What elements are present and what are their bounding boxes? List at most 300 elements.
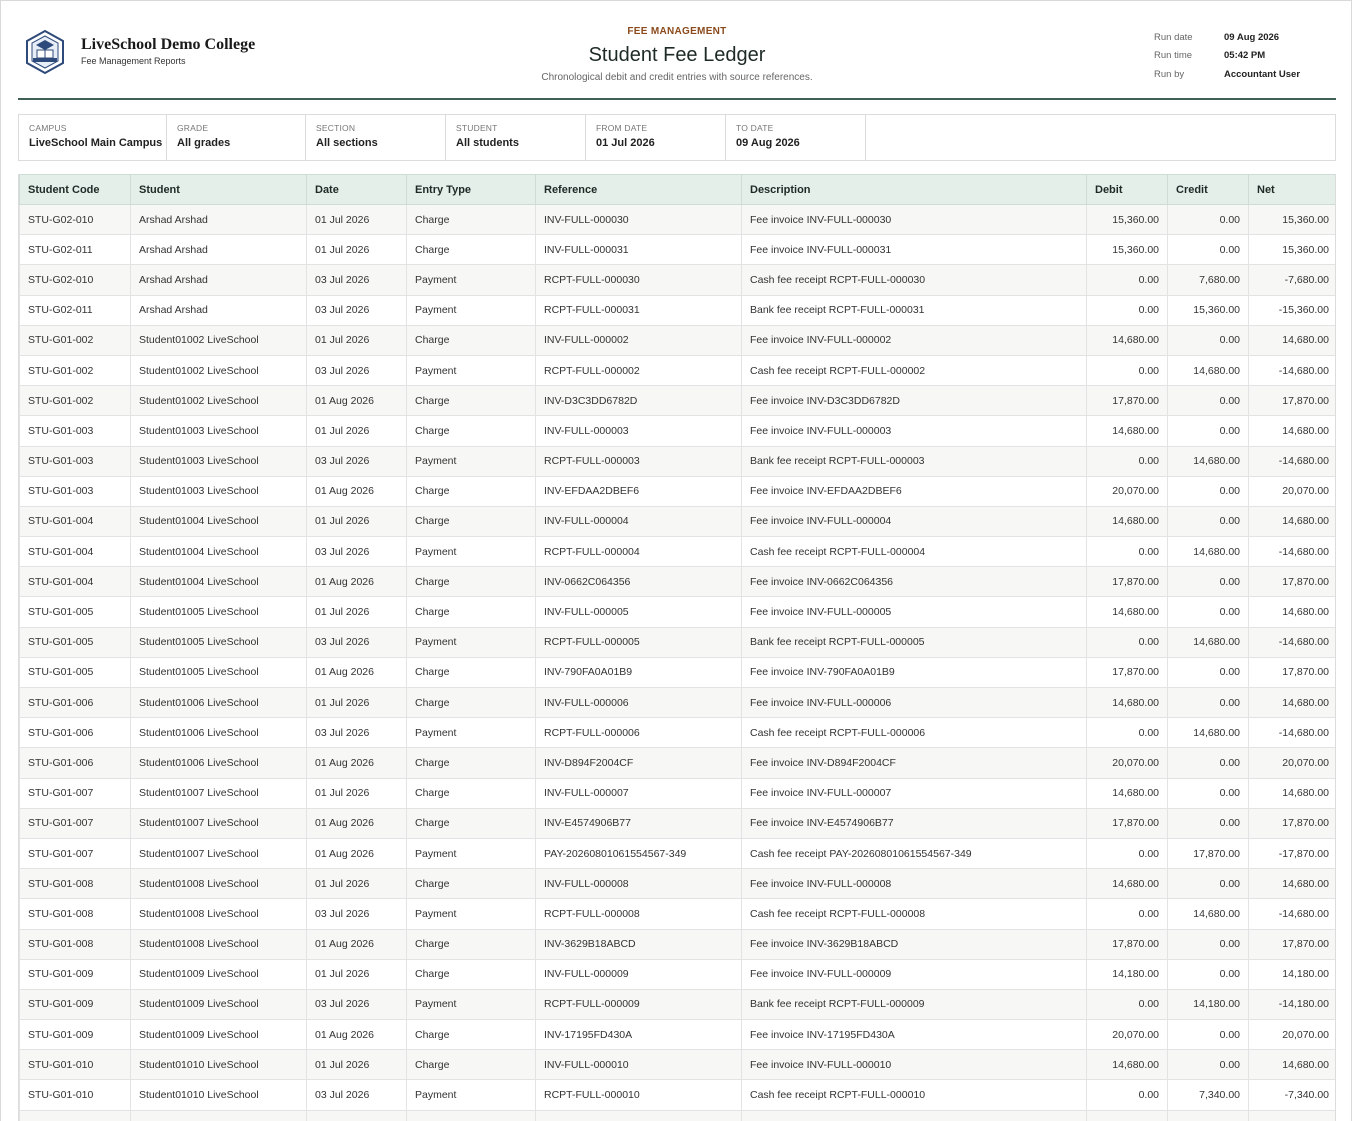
debit-cell: 0.00 [1087, 355, 1168, 385]
net-cell: -14,680.00 [1249, 627, 1337, 657]
debit-cell: 17,870.00 [1087, 567, 1168, 597]
entry-type-cell: Charge [407, 748, 536, 778]
student-name-cell: Student01008 LiveSchool [131, 899, 307, 929]
student-code-cell: STU-G01-003 [20, 446, 131, 476]
student-name-cell: Arshad Arshad [131, 205, 307, 235]
reference-cell: INV-790FA0A01B9 [536, 657, 742, 687]
debit-cell: 14,680.00 [1087, 325, 1168, 355]
student-code-cell: STU-G02-011 [20, 235, 131, 265]
date-cell: 03 Jul 2026 [307, 718, 407, 748]
filter-label: SECTION [316, 123, 356, 133]
date-cell: 01 Aug 2026 [307, 386, 407, 416]
column-header-credit: Credit [1168, 175, 1249, 205]
debit-cell: 14,680.00 [1087, 506, 1168, 536]
description-cell: Fee invoice INV-D3C3DD6782D [742, 386, 1087, 416]
reference-cell: INV-FULL-000003 [536, 416, 742, 446]
entry-type-cell: Charge [407, 657, 536, 687]
net-cell: 15,360.00 [1249, 205, 1337, 235]
column-header-date: Date [307, 175, 407, 205]
table-row [20, 325, 1337, 355]
debit-cell: 0.00 [1087, 989, 1168, 1019]
table-row [20, 295, 1337, 325]
description-cell: Fee invoice INV-17195FD430A [742, 1020, 1087, 1050]
debit-cell: 15,360.00 [1087, 205, 1168, 235]
debit-cell: 20,070.00 [1087, 476, 1168, 506]
net-cell: 14,680.00 [1249, 416, 1337, 446]
entry-type-cell: Charge [407, 929, 536, 959]
date-cell: 01 Aug 2026 [307, 838, 407, 868]
table-row [20, 1050, 1337, 1080]
credit-cell: 0.00 [1168, 688, 1249, 718]
credit-cell: 0.00 [1168, 657, 1249, 687]
table-row [20, 355, 1337, 385]
date-cell: 01 Aug 2026 [307, 808, 407, 838]
net-cell: -14,680.00 [1249, 718, 1337, 748]
student-code-cell: STU-G01-010 [20, 1080, 131, 1110]
debit-cell: 0.00 [1087, 537, 1168, 567]
table-row [20, 205, 1337, 235]
table-row [20, 929, 1337, 959]
description-cell: Fee invoice INV-EFDAA2DBEF6 [742, 476, 1087, 506]
table-row [20, 869, 1337, 899]
student-code-cell: STU-G01-007 [20, 808, 131, 838]
meta-value: 09 Aug 2026 [1224, 31, 1280, 43]
net-cell: 15,360.00 [1249, 235, 1337, 265]
student-code-cell [20, 1110, 131, 1121]
filter-label: CAMPUS [29, 123, 67, 133]
description-cell: Fee invoice INV-FULL-000004 [742, 506, 1087, 536]
student-code-cell: STU-G01-003 [20, 476, 131, 506]
student-code-cell: STU-G01-006 [20, 748, 131, 778]
ledger-table [19, 174, 1336, 1121]
table-row [20, 446, 1337, 476]
student-name-cell: Arshad Arshad [131, 235, 307, 265]
description-cell: Cash fee receipt RCPT-FULL-000004 [742, 537, 1087, 567]
entry-type-cell: Charge [407, 205, 536, 235]
reference-cell: INV-D3C3DD6782D [536, 386, 742, 416]
student-code-cell: STU-G01-005 [20, 597, 131, 627]
net-cell [1249, 1110, 1337, 1121]
debit-cell: 0.00 [1087, 627, 1168, 657]
credit-cell: 0.00 [1168, 416, 1249, 446]
run-time-row [1154, 47, 1300, 66]
date-cell: 03 Jul 2026 [307, 899, 407, 929]
entry-type-cell: Payment [407, 537, 536, 567]
entry-type-cell: Payment [407, 627, 536, 657]
debit-cell: 14,180.00 [1087, 959, 1168, 989]
student-name-cell: Student01003 LiveSchool [131, 416, 307, 446]
student-name-cell: Student01004 LiveSchool [131, 506, 307, 536]
student-name-cell: Student01008 LiveSchool [131, 869, 307, 899]
student-name-cell: Arshad Arshad [131, 265, 307, 295]
description-cell: Fee invoice INV-FULL-000002 [742, 325, 1087, 355]
filter-label: STUDENT [456, 123, 498, 133]
credit-cell: 7,340.00 [1168, 1080, 1249, 1110]
debit-cell: 0.00 [1087, 718, 1168, 748]
debit-cell: 17,870.00 [1087, 386, 1168, 416]
table-row [20, 567, 1337, 597]
date-cell: 03 Jul 2026 [307, 1080, 407, 1110]
filter-student [446, 115, 586, 160]
description-cell: Fee invoice INV-3629B18ABCD [742, 929, 1087, 959]
reference-cell: INV-FULL-000008 [536, 869, 742, 899]
student-code-cell: STU-G01-004 [20, 506, 131, 536]
credit-cell: 0.00 [1168, 597, 1249, 627]
column-header-reference: Reference [536, 175, 742, 205]
date-cell: 03 Jul 2026 [307, 989, 407, 1019]
debit-cell: 0.00 [1087, 899, 1168, 929]
report-subtitle: Chronological debit and credit entries with source references. [541, 72, 813, 83]
table-row [20, 416, 1337, 446]
filter-value: 09 Aug 2026 [736, 137, 800, 149]
student-code-cell: STU-G01-004 [20, 567, 131, 597]
date-cell: 01 Jul 2026 [307, 235, 407, 265]
debit-cell [1087, 1110, 1168, 1121]
student-name-cell: Student01010 LiveSchool [131, 1050, 307, 1080]
student-name-cell: Student01006 LiveSchool [131, 748, 307, 778]
description-cell: Fee invoice INV-790FA0A01B9 [742, 657, 1087, 687]
reference-cell: RCPT-FULL-000005 [536, 627, 742, 657]
student-name-cell: Student01008 LiveSchool [131, 929, 307, 959]
debit-cell: 14,680.00 [1087, 1050, 1168, 1080]
description-cell: Fee invoice INV-FULL-000007 [742, 778, 1087, 808]
student-name-cell: Student01005 LiveSchool [131, 627, 307, 657]
filter-campus [19, 115, 167, 160]
date-cell: 01 Jul 2026 [307, 959, 407, 989]
entry-type-cell: Payment [407, 295, 536, 325]
reference-cell: RCPT-FULL-000009 [536, 989, 742, 1019]
table-row [20, 989, 1337, 1019]
reference-cell: INV-FULL-000007 [536, 778, 742, 808]
date-cell: 01 Jul 2026 [307, 205, 407, 235]
credit-cell: 7,680.00 [1168, 265, 1249, 295]
entry-type-cell: Charge [407, 567, 536, 597]
date-cell: 01 Jul 2026 [307, 1050, 407, 1080]
net-cell: 20,070.00 [1249, 748, 1337, 778]
column-header-student: Student [131, 175, 307, 205]
date-cell: 01 Jul 2026 [307, 506, 407, 536]
filter-label: FROM DATE [596, 123, 648, 133]
reference-cell: RCPT-FULL-000003 [536, 446, 742, 476]
debit-cell: 15,360.00 [1087, 235, 1168, 265]
student-code-cell: STU-G01-006 [20, 718, 131, 748]
date-cell: 01 Jul 2026 [307, 597, 407, 627]
table-row [20, 838, 1337, 868]
table-row [20, 506, 1337, 536]
net-cell: 14,680.00 [1249, 688, 1337, 718]
column-header-debit: Debit [1087, 175, 1168, 205]
debit-cell: 14,680.00 [1087, 597, 1168, 627]
table-row [20, 1080, 1337, 1110]
description-cell: Bank fee receipt RCPT-FULL-000005 [742, 627, 1087, 657]
description-cell: Fee invoice INV-E4574906B77 [742, 808, 1087, 838]
entry-type-cell: Charge [407, 688, 536, 718]
credit-cell: 14,680.00 [1168, 537, 1249, 567]
reference-cell: RCPT-FULL-000010 [536, 1080, 742, 1110]
reference-cell: INV-FULL-000031 [536, 235, 742, 265]
table-row [20, 959, 1337, 989]
credit-cell: 0.00 [1168, 476, 1249, 506]
description-cell: Fee invoice INV-FULL-000003 [742, 416, 1087, 446]
meta-value: 05:42 PM [1224, 50, 1266, 62]
run-date-row [1154, 28, 1300, 47]
student-name-cell: Student01004 LiveSchool [131, 567, 307, 597]
entry-type-cell: Payment [407, 899, 536, 929]
student-code-cell: STU-G02-010 [20, 205, 131, 235]
date-cell: 03 Jul 2026 [307, 265, 407, 295]
student-code-cell: STU-G01-010 [20, 1050, 131, 1080]
reference-cell: INV-FULL-000002 [536, 325, 742, 355]
table-row [20, 657, 1337, 687]
table-row [20, 688, 1337, 718]
credit-cell: 14,680.00 [1168, 899, 1249, 929]
credit-cell: 0.00 [1168, 235, 1249, 265]
entry-type-cell: Charge [407, 235, 536, 265]
debit-cell: 0.00 [1087, 295, 1168, 325]
entry-type-cell: Payment [407, 446, 536, 476]
net-cell: -15,360.00 [1249, 295, 1337, 325]
reference-cell: PAY-20260801061554567-349 [536, 838, 742, 868]
credit-cell: 0.00 [1168, 506, 1249, 536]
student-name-cell: Student01002 LiveSchool [131, 355, 307, 385]
debit-cell: 20,070.00 [1087, 1020, 1168, 1050]
student-code-cell: STU-G01-008 [20, 869, 131, 899]
debit-cell: 14,680.00 [1087, 869, 1168, 899]
student-name-cell: Student01007 LiveSchool [131, 778, 307, 808]
student-name-cell: Arshad Arshad [131, 295, 307, 325]
credit-cell: 0.00 [1168, 808, 1249, 838]
net-cell: 14,180.00 [1249, 959, 1337, 989]
student-name-cell: Student01009 LiveSchool [131, 959, 307, 989]
description-cell: Fee invoice INV-FULL-000009 [742, 959, 1087, 989]
date-cell: 03 Jul 2026 [307, 446, 407, 476]
date-cell: 01 Aug 2026 [307, 1020, 407, 1050]
entry-type-cell: Payment [407, 718, 536, 748]
description-cell: Bank fee receipt RCPT-FULL-000031 [742, 295, 1087, 325]
credit-cell: 14,180.00 [1168, 989, 1249, 1019]
student-code-cell: STU-G01-005 [20, 627, 131, 657]
entry-type-cell: Charge [407, 869, 536, 899]
reference-cell: INV-FULL-000006 [536, 688, 742, 718]
student-name-cell: Student01002 LiveSchool [131, 386, 307, 416]
meta-label: Run time [1154, 50, 1193, 62]
entry-type-cell: Charge [407, 325, 536, 355]
date-cell: 01 Aug 2026 [307, 748, 407, 778]
debit-cell: 0.00 [1087, 265, 1168, 295]
table-row [20, 1110, 1337, 1121]
entry-type-cell [407, 1110, 536, 1121]
filter-label: GRADE [177, 123, 209, 133]
student-code-cell: STU-G01-008 [20, 929, 131, 959]
filter-value: All students [456, 137, 519, 149]
description-cell: Cash fee receipt RCPT-FULL-000008 [742, 899, 1087, 929]
student-name-cell: Student01007 LiveSchool [131, 808, 307, 838]
entry-type-cell: Charge [407, 1020, 536, 1050]
credit-cell: 0.00 [1168, 205, 1249, 235]
column-header-net: Net [1249, 175, 1337, 205]
net-cell: 14,680.00 [1249, 869, 1337, 899]
net-cell: 20,070.00 [1249, 1020, 1337, 1050]
entry-type-cell: Charge [407, 778, 536, 808]
table-row [20, 808, 1337, 838]
student-name-cell: Student01010 LiveSchool [131, 1080, 307, 1110]
date-cell: 01 Jul 2026 [307, 869, 407, 899]
net-cell: -14,180.00 [1249, 989, 1337, 1019]
description-cell: Cash fee receipt RCPT-FULL-000002 [742, 355, 1087, 385]
debit-cell: 0.00 [1087, 838, 1168, 868]
date-cell [307, 1110, 407, 1121]
student-name-cell: Student01009 LiveSchool [131, 989, 307, 1019]
student-name-cell: Student01003 LiveSchool [131, 446, 307, 476]
reference-cell: INV-FULL-000005 [536, 597, 742, 627]
student-code-cell: STU-G01-007 [20, 838, 131, 868]
student-name-cell: Student01004 LiveSchool [131, 537, 307, 567]
debit-cell: 14,680.00 [1087, 688, 1168, 718]
date-cell: 01 Aug 2026 [307, 929, 407, 959]
debit-cell: 14,680.00 [1087, 778, 1168, 808]
description-cell: Fee invoice INV-0662C064356 [742, 567, 1087, 597]
net-cell: 20,070.00 [1249, 476, 1337, 506]
student-name-cell: Student01002 LiveSchool [131, 325, 307, 355]
table-row [20, 265, 1337, 295]
reference-cell: RCPT-FULL-000030 [536, 265, 742, 295]
table-row [20, 718, 1337, 748]
reference-cell: RCPT-FULL-000008 [536, 899, 742, 929]
entry-type-cell: Charge [407, 476, 536, 506]
table-row [20, 235, 1337, 265]
date-cell: 01 Aug 2026 [307, 567, 407, 597]
filter-value: All grades [177, 137, 231, 149]
reference-cell: RCPT-FULL-000031 [536, 295, 742, 325]
description-cell: Cash fee receipt RCPT-FULL-000010 [742, 1080, 1087, 1110]
credit-cell: 14,680.00 [1168, 446, 1249, 476]
table-row [20, 537, 1337, 567]
entry-type-cell: Charge [407, 959, 536, 989]
net-cell: -14,680.00 [1249, 355, 1337, 385]
table-row [20, 476, 1337, 506]
entry-type-cell: Payment [407, 1080, 536, 1110]
run-by-row [1154, 65, 1300, 84]
net-cell: 17,870.00 [1249, 929, 1337, 959]
student-code-cell: STU-G01-005 [20, 657, 131, 687]
run-metadata [1154, 28, 1300, 84]
meta-label: Run by [1154, 68, 1185, 80]
entry-type-cell: Charge [407, 506, 536, 536]
column-header-entry-type: Entry Type [407, 175, 536, 205]
credit-cell: 14,680.00 [1168, 627, 1249, 657]
student-code-cell: STU-G01-002 [20, 386, 131, 416]
description-cell: Fee invoice INV-FULL-000005 [742, 597, 1087, 627]
credit-cell: 0.00 [1168, 959, 1249, 989]
net-cell: -14,680.00 [1249, 446, 1337, 476]
student-code-cell: STU-G02-011 [20, 295, 131, 325]
description-cell: Fee invoice INV-FULL-000010 [742, 1050, 1087, 1080]
student-code-cell: STU-G01-009 [20, 1020, 131, 1050]
student-code-cell: STU-G01-006 [20, 688, 131, 718]
entry-type-cell: Charge [407, 416, 536, 446]
meta-value: Accountant User [1224, 68, 1301, 80]
debit-cell: 17,870.00 [1087, 808, 1168, 838]
filter-value: 01 Jul 2026 [596, 137, 655, 149]
ledger-table-container[interactable] [18, 174, 1336, 1121]
credit-cell: 0.00 [1168, 325, 1249, 355]
credit-cell: 0.00 [1168, 869, 1249, 899]
table-row [20, 778, 1337, 808]
credit-cell: 0.00 [1168, 386, 1249, 416]
entry-type-cell: Charge [407, 386, 536, 416]
entry-type-cell: Payment [407, 355, 536, 385]
entry-type-cell: Payment [407, 989, 536, 1019]
date-cell: 01 Jul 2026 [307, 416, 407, 446]
net-cell: -14,680.00 [1249, 537, 1337, 567]
description-cell: Cash fee receipt RCPT-FULL-000030 [742, 265, 1087, 295]
reference-cell: RCPT-FULL-000004 [536, 537, 742, 567]
description-cell: Fee invoice INV-FULL-000031 [742, 235, 1087, 265]
table-row [20, 748, 1337, 778]
entry-type-cell: Charge [407, 1050, 536, 1080]
student-code-cell: STU-G01-003 [20, 416, 131, 446]
reference-cell: INV-3629B18ABCD [536, 929, 742, 959]
ledger-table-body [20, 205, 1337, 1121]
credit-cell: 14,680.00 [1168, 355, 1249, 385]
description-cell: Fee invoice INV-FULL-000008 [742, 869, 1087, 899]
student-name-cell: Student01007 LiveSchool [131, 838, 307, 868]
entry-type-cell: Charge [407, 808, 536, 838]
debit-cell: 14,680.00 [1087, 416, 1168, 446]
date-cell: 03 Jul 2026 [307, 627, 407, 657]
credit-cell: 0.00 [1168, 748, 1249, 778]
date-cell: 01 Aug 2026 [307, 657, 407, 687]
filter-to-date [726, 115, 866, 160]
student-code-cell: STU-G01-002 [20, 355, 131, 385]
student-name-cell: Student01006 LiveSchool [131, 688, 307, 718]
description-cell: Fee invoice INV-FULL-000030 [742, 205, 1087, 235]
date-cell: 01 Jul 2026 [307, 688, 407, 718]
column-header-description: Description [742, 175, 1087, 205]
entry-type-cell: Payment [407, 838, 536, 868]
student-name-cell: Student01006 LiveSchool [131, 718, 307, 748]
debit-cell: 0.00 [1087, 1080, 1168, 1110]
credit-cell: 0.00 [1168, 778, 1249, 808]
net-cell: 17,870.00 [1249, 386, 1337, 416]
report-title: Student Fee Ledger [588, 44, 766, 66]
table-row [20, 1020, 1337, 1050]
description-cell: Bank fee receipt RCPT-FULL-000003 [742, 446, 1087, 476]
debit-cell: 0.00 [1087, 446, 1168, 476]
reference-cell: INV-D894F2004CF [536, 748, 742, 778]
description-cell: Fee invoice INV-FULL-000006 [742, 688, 1087, 718]
reference-cell: INV-FULL-000010 [536, 1050, 742, 1080]
net-cell: 17,870.00 [1249, 657, 1337, 687]
date-cell: 01 Jul 2026 [307, 778, 407, 808]
entry-type-cell: Payment [407, 265, 536, 295]
reference-cell: INV-E4574906B77 [536, 808, 742, 838]
student-code-cell: STU-G01-008 [20, 899, 131, 929]
credit-cell: 0.00 [1168, 929, 1249, 959]
net-cell: -17,870.00 [1249, 838, 1337, 868]
student-code-cell: STU-G01-007 [20, 778, 131, 808]
net-cell: -7,680.00 [1249, 265, 1337, 295]
credit-cell: 0.00 [1168, 1050, 1249, 1080]
filter-label: TO DATE [736, 123, 774, 133]
filter-value: All sections [316, 137, 378, 149]
net-cell: -7,340.00 [1249, 1080, 1337, 1110]
table-row [20, 627, 1337, 657]
net-cell: 17,870.00 [1249, 808, 1337, 838]
net-cell: 14,680.00 [1249, 1050, 1337, 1080]
filter-from-date [586, 115, 726, 160]
filter-section [306, 115, 446, 160]
